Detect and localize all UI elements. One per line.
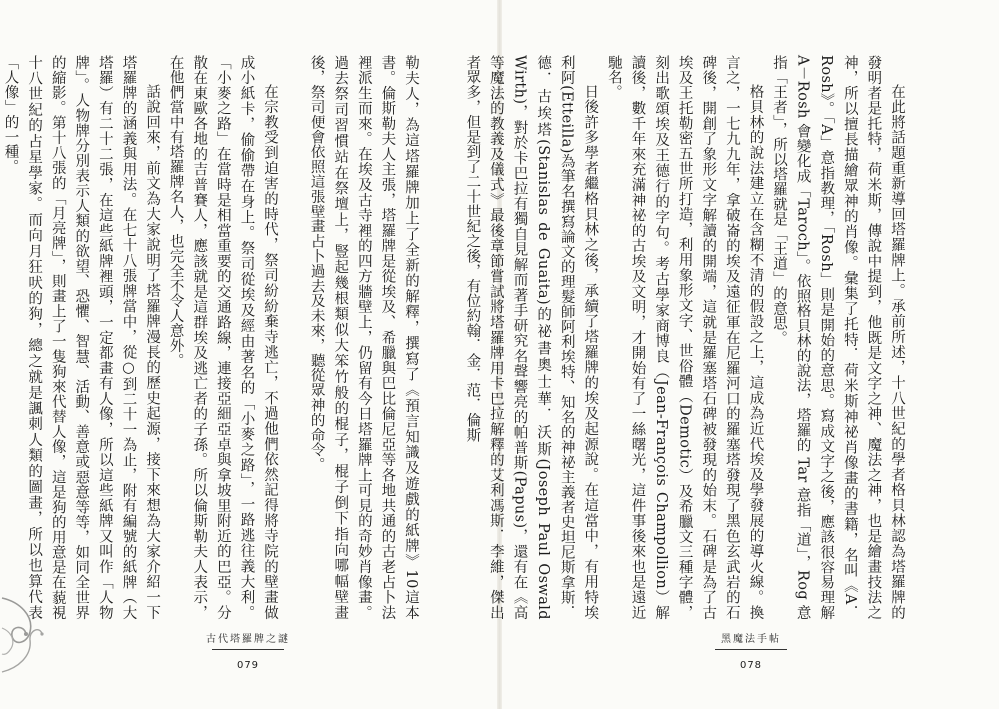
paragraph: 在此將話題重新導回塔羅牌上。承前所述，十八世紀的學者格貝林認為塔羅牌的發明者是托特，荷米斯，傳說中提到，他既是文字之神、魔法之神，也是繪畫技法之神，所以擅長描繪眾神的肖像。彙集了托特．荷米斯神祕肖像畫的書籍，名叫《A．Rosh》。「A」意指教理，「Rosh」則是開始的意思。寫成文字之後，應該很容易理解 A－Rosh 會變化成「Taroch」。依照格貝林的說法，塔羅的 Tar 意指「道」，Rog 意指「王者」，所以塔羅就是「王道」的意思。 [771,55,905,620]
running-title: 古代塔羅牌之謎 [206,634,290,645]
paragraph: 話說回來，前文為大家說明了塔羅牌漫長的歷史起源，接下來想為大家介紹一下塔羅牌的涵義與用法。在七十八張牌當中，從○到二十一為止，附有編號的紙牌（大塔羅）有二十二張，在這些紙牌裡頭，一定都畫有人像，所以這些紙牌又叫作「人物牌」。人物牌分別表示人類的欲望、恐懼、智慧、活動、善意或惡意等等，如同全世界的縮影。第十八張的「月亮牌」，則畫上了一隻狗來代替人像，這是狗的用意是在藐視十八世紀的占星學家。而向月狂吠的狗，總之就是諷刺人類的圖畫，所以也算代表「人像」的一種。 [2,55,161,620]
running-title: 黑魔法手帖 [721,634,781,645]
paragraph: 格貝林的說法建立在含糊不清的假設之上，這成為近代埃及學發展的導火線。換言之，一七九九年，拿破崙的埃及遠征軍在尼羅河口的羅塞塔發現了黑色玄武岩的石碑後，開創了象形文字解讀的開端，這就是羅塞塔石碑被發現的始末。石碑是為了古埃及王托勒密五世所打造，利用象形文字、世俗體（Demotic）及希臘文三種字體，刻出歌頌埃及王德行的字句。考古學家商博良（Jean-François Champollion）解讀後，數千年來充滿神祕的古埃及文明，才開始有了一絲曙光，這件事後來也是遠近馳名。 [605,55,764,620]
paragraph: 日後許多學者繼格貝林之後，承續了塔羅牌的埃及起源說。在這當中，有用特埃利阿(Etteilla)為筆名撰寫論文的理髮師阿利埃特、知名的神祕主義者史坦尼斯拿斯．德．古埃塔(Stanislas de Guaita)的祕書奧士華．沃斯(Joseph Paul Oswald Wirth)，對於卡巴拉有獨自見解而著手研究名聲響亮的帕普斯(Papus)，還有在《高等魔法的教義及儀式》最後章節嘗試將塔羅牌用卡巴拉解釋的艾利馮斯．李維，傑出者眾多，但是到了二十世紀之後，有位約翰．金．范．倫斯 [464,55,599,620]
body-text-right [464,55,908,620]
page-number: 078 [739,660,763,671]
body-text-left [2,55,422,620]
footer-divider [715,649,787,650]
paragraph: 勒夫人，為這塔羅牌加上了全新的解釋，撰寫了《預言知識及遊戲的紙牌》10這本書。倫斯勒夫人主張，塔羅牌是從埃及、希臘與巴比倫尼亞等各地共通的古老占卜法裡派生而來。在埃及古寺裡的四方牆壁上，仍留有今日塔羅牌上可見的奇妙肖像畫。過去祭司習慣站在祭壇上，豎起幾根類似大笨竹般的棍子，棍子倒下指向哪幅壁畫後，祭司便會依照這張壁畫占卜過去及未來，聽從眾神的命令。 [308,55,419,620]
paragraph: 在宗教受到迫害的時代，祭司紛紛棄寺逃亡，不過他們依然記得將寺院的壁畫做成小紙卡，偷偷帶在身上。祭司從埃及經由著名的「小麥之路」，一路逃往義大利。「小麥之路」在當時是相當重要的交通路線，連接亞細亞卓與拿坡里附近的巴亞。分散在東歐各地的吉普賽人，應該就是這群埃及逃亡者的子孫。所以倫斯勒夫人表示，在他們當中有塔羅牌名人，也完全不令人意外。 [167,55,279,620]
footer-divider [212,649,284,650]
page-number: 079 [236,660,260,671]
right-page [464,0,999,709]
left-page [0,0,496,709]
